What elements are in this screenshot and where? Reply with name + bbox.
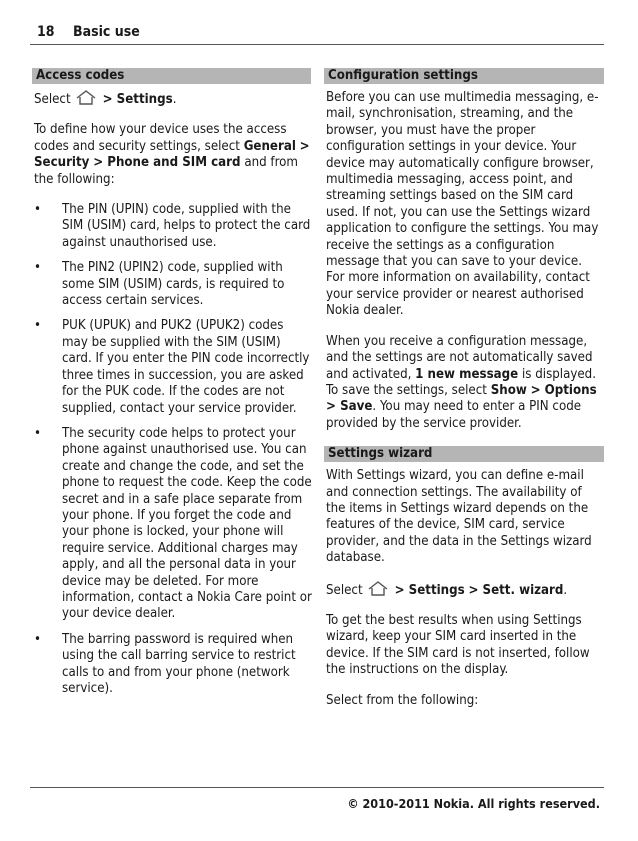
list-item-pin2: • The PIN2 (UPIN2) code, supplied with some SIM (USIM) cards, is required to access certain services.: [32, 260, 312, 309]
list-item-barring-password: • The barring password is required when using the call barring service to restrict calls to and from your phone (network service).: [32, 632, 312, 698]
configuration-settings-heading: Configuration settings: [324, 68, 604, 84]
home-icon: [75, 90, 97, 105]
access-codes-heading: Access codes: [32, 68, 311, 84]
page-number: 18: [37, 24, 55, 40]
settings-wizard-heading: Settings wizard: [324, 446, 604, 462]
select-following-line: Select from the following:: [326, 692, 479, 708]
access-codes-intro: To define how your device uses the access codes and security settings, select General > Security > Phone and SIM card and from the following:: [34, 122, 310, 187]
sim-card-paragraph: To get the best results when using Settings wizard, keep your SIM card inserted in the device. If the SIM card is not inserted, follow the instructions on the display.: [326, 612, 590, 678]
configuration-paragraph: Before you can use multimedia messaging, e-mail, synchronisation, streaming, and the browser, you must have the proper configuration settings in your device. Your device may automatically configure browser, multimedia messaging, access point, and streaming settings based on the SIM card used. If not, you can use the Settings wizard application to configure the settings. You may receive the settings as a configuration message that you can save to your device. For more information on availability, contact your service provider or nearest authorised Nokia dealer.: [326, 90, 599, 319]
copyright-footer: © 2010-2011 Nokia. All rights reserved.: [347, 796, 600, 811]
section-title: Basic use: [73, 24, 140, 40]
page-header: [30, 22, 604, 45]
left-column: [32, 68, 312, 706]
settings-wizard-paragraph: With Settings wizard, you can define e-mail and connection settings. The availability of the items in Settings wizard depends on the features of the device, SIM card, service provider, and the data in the Settings wizard database.: [326, 468, 592, 566]
access-codes-list: [32, 202, 312, 697]
home-icon: [367, 581, 389, 596]
select-wizard-line: Select > Settings > Sett. wizard.: [326, 582, 568, 598]
list-item-security-code: • The security code helps to protect your phone against unauthorised use. You can create and change the code, and set the phone to request the code. Keep the code secret and in a safe place separate from your phone. If you forget the code and your phone is locked, your phone will require service. Additional charges may apply, and all the personal data in your device may be deleted. For more information, contact a Nokia Care point or your device dealer.: [32, 426, 312, 623]
select-settings-line: Select > Settings.: [34, 92, 177, 107]
footer-divider: [30, 787, 604, 788]
right-column: [324, 68, 604, 723]
list-item-puk: • PUK (UPUK) and PUK2 (UPUK2) codes may be supplied with the SIM (USIM) card. If you enter the PIN code incorrectly three times in succession, you are asked for the PUK code. If the codes are not supplied, contact your service provider.: [32, 318, 312, 416]
configuration-message-paragraph: When you receive a configuration message, and the settings are not automatically saved and activated, 1 new message is displayed. To save the settings, select Show > Options > Save. You may need to enter a PIN code provided by the service provider.: [326, 333, 597, 431]
list-item-pin: • The PIN (UPIN) code, supplied with the SIM (USIM) card, helps to protect the card against unauthorised use.: [32, 202, 312, 251]
